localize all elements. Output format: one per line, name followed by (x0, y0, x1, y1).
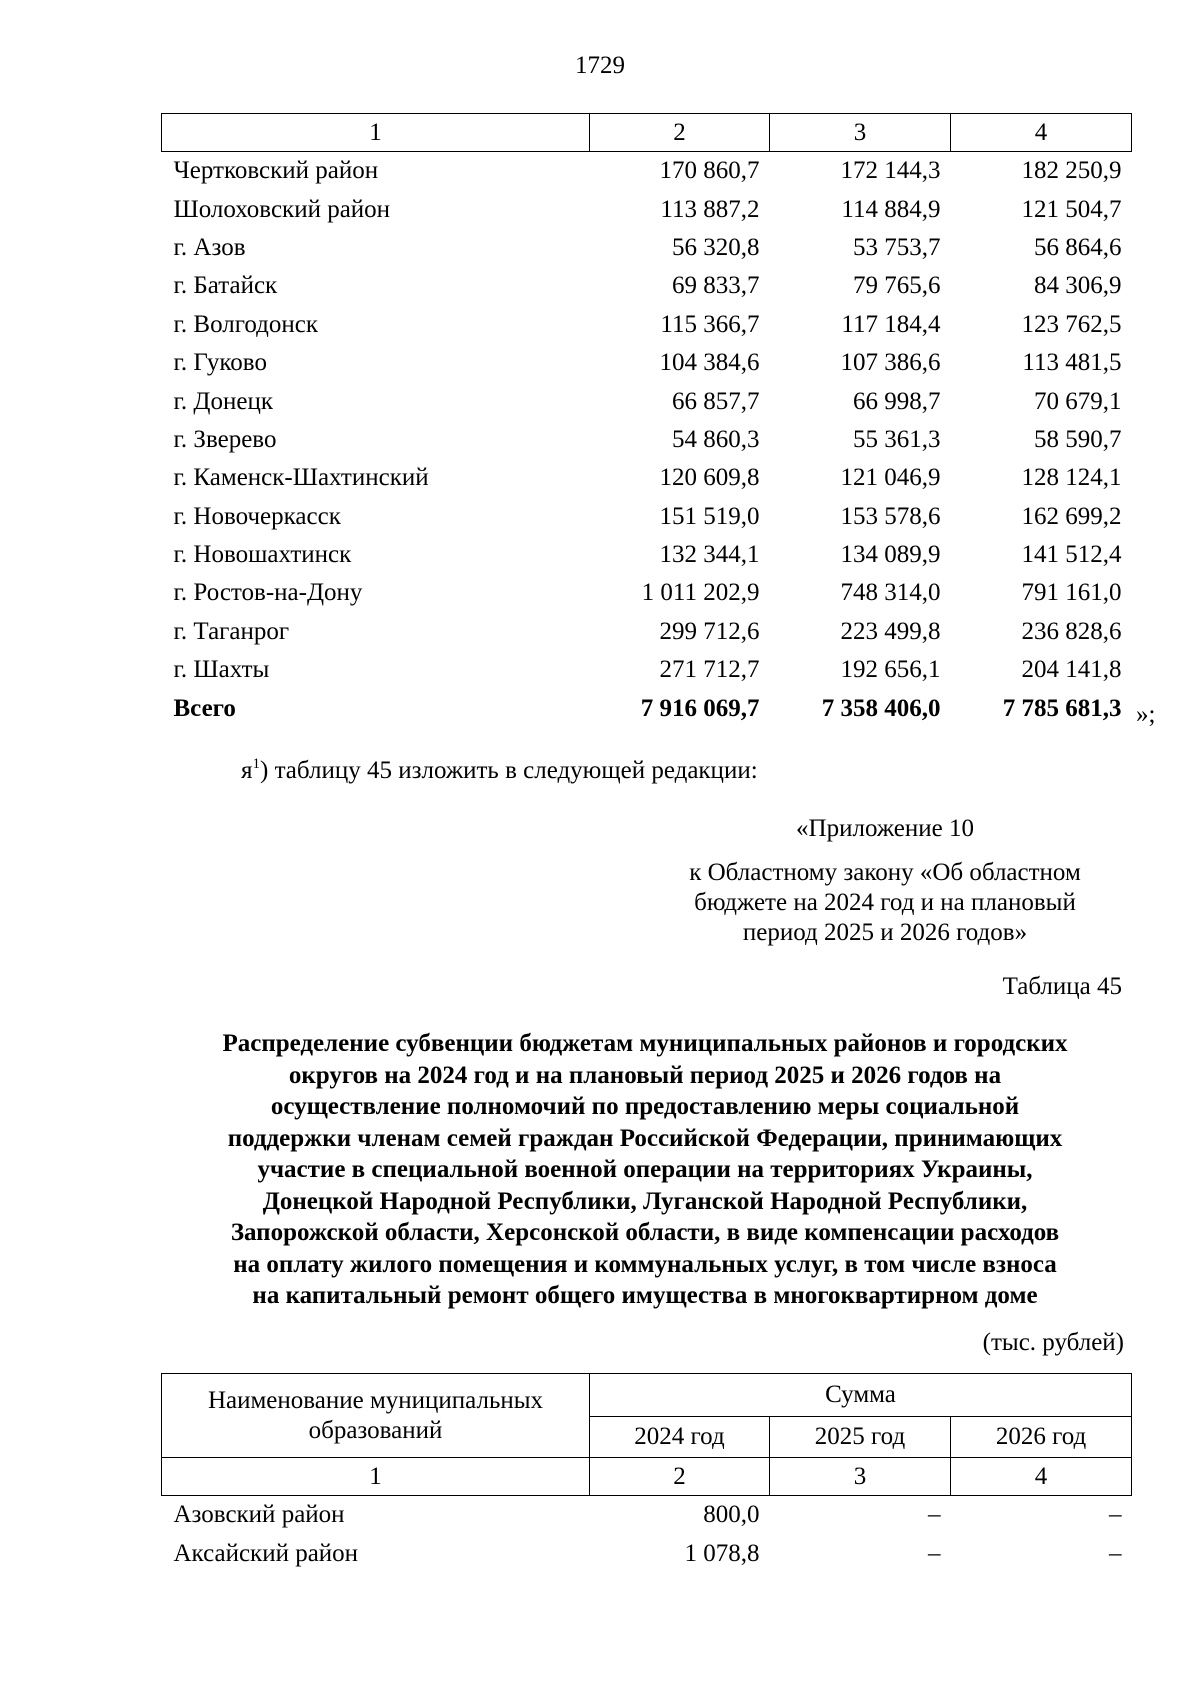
value-2026: 236 828,6 (1021, 617, 1122, 645)
municipality-name: г. Азов (173, 233, 246, 261)
value-2024: 1 011 202,9 (641, 579, 760, 607)
instruction-superscript: 1 (252, 756, 260, 772)
header-name-line: образований (308, 1416, 443, 1444)
value-2026: 204 141,8 (1021, 656, 1122, 684)
value-2026: 84 306,9 (1034, 272, 1122, 300)
page-number: 1729 (575, 52, 625, 79)
value-2026: 58 590,7 (1034, 425, 1122, 453)
table-row (162, 459, 1132, 497)
heading-line: Запорожской области, Херсонской области, в виде компенсации расходов (230, 1219, 1060, 1246)
table-heading (150, 1028, 1140, 1312)
municipality-name: г. Донецк (173, 387, 273, 415)
value-2026: 128 124,1 (1021, 464, 1122, 492)
column-number: 3 (770, 1458, 951, 1496)
column-number: 2 (590, 114, 770, 152)
value-2025: 223 499,8 (840, 617, 941, 645)
municipality-name: г. Зверево (173, 425, 277, 453)
heading-line: участие в специальной военной операции на территориях Украины, (257, 1156, 1033, 1183)
value-2024: 56 320,8 (672, 233, 760, 261)
value-2025: 117 184,4 (841, 310, 941, 338)
heading-line: поддержки членам семей граждан Российской Федерации, принимающих (227, 1124, 1063, 1152)
header-row (162, 1374, 1132, 1417)
appendix-reference (640, 858, 1130, 948)
value-2025: 7 358 406,0 (821, 694, 941, 722)
municipality-name: г. Шахты (173, 656, 270, 684)
table-row (162, 613, 1132, 651)
table-row (162, 306, 1132, 344)
value-2025: 114 884,9 (841, 195, 941, 223)
value-2026 (951, 689, 1156, 728)
value-2026: 56 864,6 (1034, 233, 1122, 261)
value-2025: 121 046,9 (840, 464, 941, 492)
table-row (162, 344, 1132, 382)
municipality-name: г. Новошахтинск (173, 541, 352, 569)
value-2024: 800,0 (703, 1501, 760, 1529)
value-2024: 54 860,3 (672, 425, 760, 453)
municipality-name: г. Каменск-Шахтинский (173, 464, 429, 492)
instruction-text: ) таблицу 45 изложить в следующей редакции: (260, 757, 758, 784)
municipality-name: г. Новочеркасск (173, 502, 341, 530)
heading-line: на капитальный ремонт общего имущества в многоквартирном доме (252, 1282, 1038, 1309)
budget-table-continued (161, 113, 1156, 728)
table-row (162, 498, 1132, 536)
heading-line: Донецкой Народной Республики, Луганской Народной Республики, (262, 1187, 1028, 1215)
value-2024: 104 384,6 (659, 349, 760, 377)
value-2024: 69 833,7 (672, 272, 760, 300)
value-2025: – (928, 1501, 941, 1529)
table-row (162, 229, 1132, 267)
municipality-name: г. Волгодонск (173, 310, 319, 338)
value-2026: 162 699,2 (1021, 502, 1122, 530)
heading-line: Распределение субвенции бюджетам муниципальных районов и городских (222, 1030, 1068, 1057)
appendix-line: к Областному закону «Об областном (689, 859, 1081, 886)
value-2024: 113 887,2 (660, 195, 760, 223)
appendix-title: «Приложение 10 (796, 815, 974, 842)
table-label: Таблица 45 (1002, 973, 1122, 1000)
table-row (162, 1496, 1132, 1535)
heading-line: округов на 2024 год и на плановый период 2025 и 2026 годов на (288, 1061, 1002, 1089)
table-row (162, 651, 1132, 689)
column-number-row (162, 1458, 1132, 1496)
table-row (162, 382, 1132, 420)
header-sum: Сумма (590, 1374, 1132, 1417)
value-2024: 271 712,7 (659, 656, 760, 684)
header-municipality (162, 1374, 590, 1458)
value-2025: 107 386,6 (840, 349, 941, 377)
value-2026-text: 7 785 681,3 (1002, 694, 1122, 722)
municipality-name: г. Ростов-на-Дону (173, 579, 363, 607)
municipality-name: Шолоховский район (173, 195, 391, 223)
value-2026: 121 504,7 (1021, 195, 1122, 223)
table-row (162, 536, 1132, 574)
units-label: (тыс. рублей) (982, 1329, 1124, 1356)
total-2026-wrap (1002, 694, 1156, 728)
municipality-name: г. Гуково (173, 349, 267, 377)
table-row (162, 152, 1132, 191)
value-2025: – (928, 1539, 941, 1567)
appendix-line: бюджете на 2024 год и на плановый (694, 889, 1076, 916)
header-name-line: Наименование муниципальных (207, 1386, 544, 1414)
heading-line: осуществление полномочий по предоставлению меры социальной (270, 1093, 1020, 1120)
municipality-name: Всего (173, 694, 236, 722)
value-2025: 748 314,0 (840, 579, 941, 607)
header-year: 2024 год (590, 1417, 770, 1458)
column-number: 4 (951, 114, 1132, 152)
value-2024: 66 857,7 (672, 387, 760, 415)
table-row (162, 421, 1132, 459)
value-2025: 66 998,7 (853, 387, 941, 415)
column-number: 2 (590, 1458, 770, 1496)
value-2025: 79 765,6 (853, 272, 941, 300)
municipality-name: г. Батайск (173, 272, 278, 300)
value-2026: – (1109, 1501, 1122, 1529)
value-2026: 141 512,4 (1021, 541, 1122, 569)
table-row (162, 190, 1132, 228)
table-row (162, 267, 1132, 305)
value-2024: 299 712,6 (659, 617, 760, 645)
municipality-name: Азовский район (173, 1501, 345, 1529)
value-2026: 182 250,9 (1021, 157, 1122, 185)
header-year: 2026 год (951, 1417, 1132, 1458)
value-2025: 55 361,3 (853, 425, 941, 453)
heading-line: на оплату жилого помещения и коммунальных услуг, в том числе взноса (233, 1250, 1057, 1278)
column-number: 1 (162, 1458, 590, 1496)
subvention-table (161, 1373, 1132, 1573)
table-row (162, 574, 1132, 612)
column-number: 3 (770, 114, 951, 152)
closing-quote: »; (1136, 700, 1156, 728)
value-2024: 115 366,7 (660, 310, 760, 338)
table-row (162, 1534, 1132, 1572)
municipality-name: Чертковский район (173, 157, 379, 185)
value-2025: 172 144,3 (840, 157, 941, 185)
value-2025: 53 753,7 (853, 233, 941, 261)
value-2024: 170 860,7 (659, 157, 760, 185)
column-number: 1 (162, 114, 590, 152)
municipality-name: г. Таганрог (173, 617, 290, 645)
value-2024: 132 344,1 (659, 541, 760, 569)
value-2024: 7 916 069,7 (640, 694, 760, 722)
value-2024: 120 609,8 (659, 464, 760, 492)
value-2024: 1 078,8 (684, 1539, 760, 1567)
instruction-prefix: я (241, 757, 253, 784)
column-number: 4 (951, 1458, 1132, 1496)
value-2026: 113 481,5 (1022, 349, 1122, 377)
appendix-line: период 2025 и 2026 годов» (742, 919, 1028, 946)
value-2026: 791 161,0 (1021, 579, 1122, 607)
value-2025: 134 089,9 (840, 541, 941, 569)
total-row (162, 689, 1132, 727)
header-year: 2025 год (770, 1417, 951, 1458)
municipality-name: Аксайский район (173, 1539, 359, 1567)
value-2025: 192 656,1 (840, 656, 941, 684)
value-2024: 151 519,0 (659, 502, 760, 530)
value-2026: – (1109, 1539, 1122, 1567)
value-2025: 153 578,6 (840, 502, 941, 530)
column-number-row (162, 114, 1132, 152)
instruction-paragraph (241, 756, 758, 785)
value-2026: 123 762,5 (1021, 310, 1122, 338)
value-2026: 70 679,1 (1034, 387, 1122, 415)
